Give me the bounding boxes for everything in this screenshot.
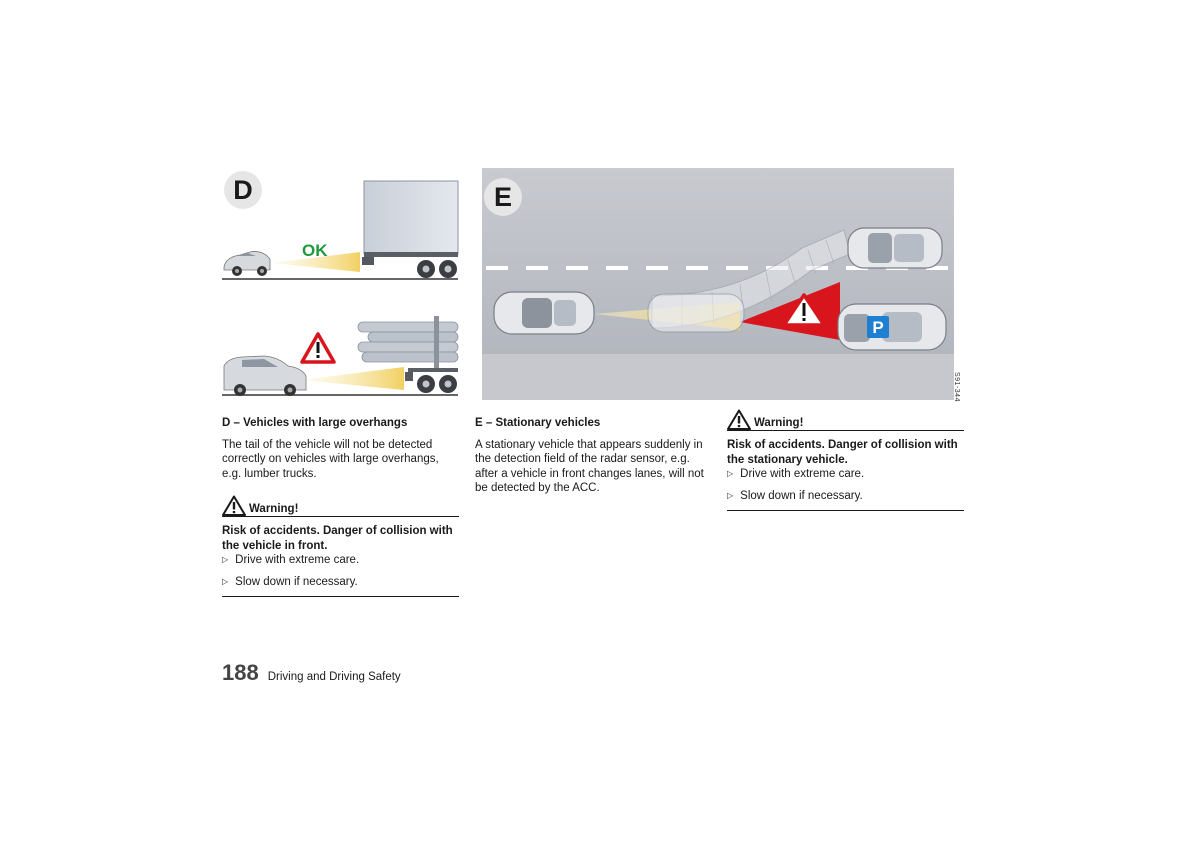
figure-d — [222, 168, 460, 400]
warning-label: Warning! — [249, 502, 299, 515]
section-e-body: A stationary vehicle that appears suddenly in the detection field of the radar sensor, e.g. after a vehicle in front changes lanes, will not be detected by the ACC. — [475, 438, 704, 494]
parking-sign: P — [872, 318, 884, 337]
warning-triangle-icon — [302, 334, 334, 362]
bullet-triangle-icon: ▷ — [222, 576, 229, 586]
warning-icon — [222, 495, 246, 516]
figure-d-badge: D — [224, 171, 262, 209]
divider — [727, 510, 964, 511]
ok-label: OK — [302, 241, 328, 260]
page-footer — [222, 660, 401, 686]
figure-d-illustration — [222, 168, 460, 400]
section-d — [222, 416, 459, 597]
lane-change-car — [848, 228, 942, 268]
footer-section-title: Driving and Driving Safety — [267, 671, 401, 683]
divider — [222, 596, 459, 597]
stationary-car — [838, 304, 946, 350]
ego-car — [494, 292, 594, 334]
car-side — [224, 251, 270, 276]
section-d-heading: D – Vehicles with large overhangs — [222, 417, 408, 429]
ghost-car — [648, 294, 744, 332]
section-e-heading: E – Stationary vehicles — [475, 417, 601, 429]
warning-text-d: Risk of accidents. Danger of collision with the vehicle in front. — [222, 525, 453, 552]
bullet-list-d — [222, 553, 459, 589]
warning-label: Warning! — [754, 416, 804, 429]
list-item: ▷ Slow down if necessary. — [727, 489, 863, 502]
bullet-triangle-icon: ▷ — [222, 555, 229, 564]
warning-icon — [727, 409, 751, 430]
figure-e — [482, 168, 962, 400]
bullet-triangle-icon: ▷ — [727, 490, 734, 500]
bullet-triangle-icon: ▷ — [727, 469, 734, 478]
figure-e-illustration — [482, 168, 962, 400]
figure-e-badge: E — [484, 178, 522, 216]
warning-text-e: Risk of accidents. Danger of collision with the stationary vehicle. — [727, 439, 958, 466]
bullet-list-e — [727, 467, 964, 503]
section-e — [475, 416, 712, 496]
section-e-warning — [727, 408, 964, 511]
car-side-lower — [224, 356, 306, 396]
warning-header-d — [222, 494, 459, 517]
list-item: ▷ Drive with extreme care. — [727, 468, 865, 480]
trailer-wheels — [417, 260, 457, 278]
page-number: 188 — [222, 660, 259, 685]
figure-e-code: S91-344 — [953, 372, 960, 402]
section-d-body: The tail of the vehicle will not be detected correctly on vehicles with large overhangs, e.g. lumber trucks. — [222, 438, 439, 480]
list-item: ▷ Slow down if necessary. — [222, 575, 358, 588]
scene-trailer — [222, 181, 458, 279]
list-item: ▷ Drive with extreme care. — [222, 554, 360, 566]
warning-header-e — [727, 408, 964, 431]
lumber-load — [358, 316, 458, 371]
scene-lumber-truck — [222, 316, 458, 396]
